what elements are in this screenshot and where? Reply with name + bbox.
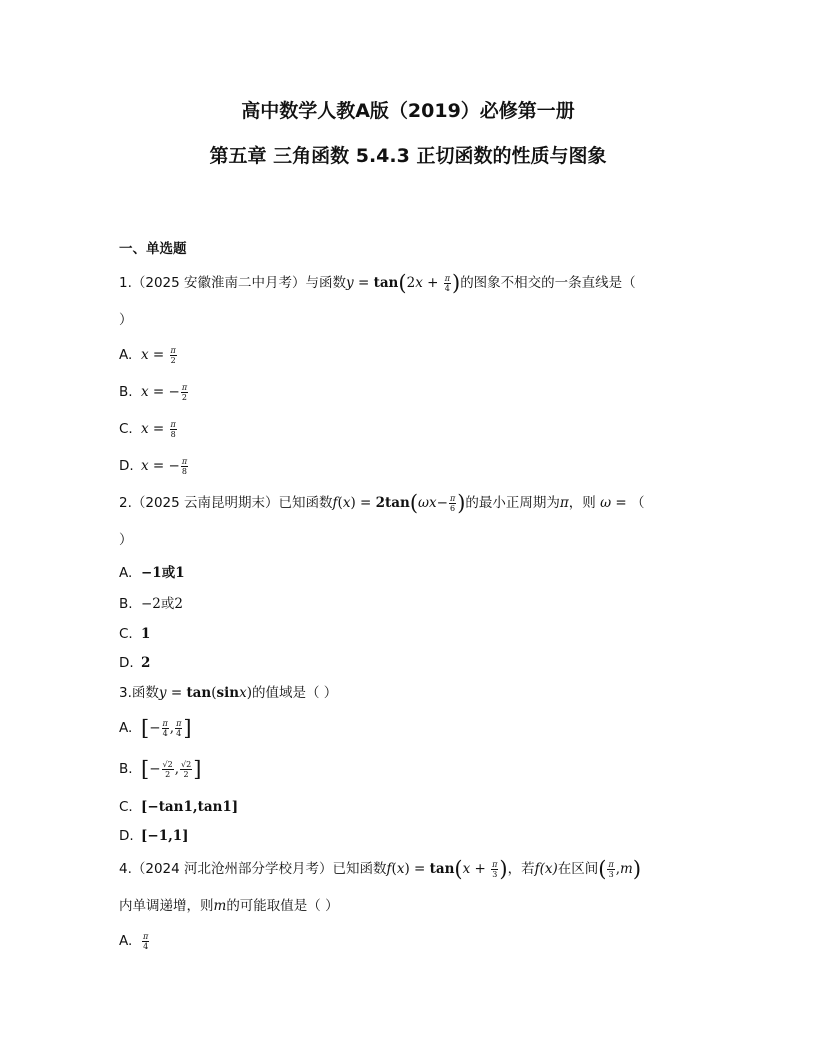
option-label: D.: [119, 655, 134, 671]
question-1-suffix: 的图象不相交的一条直线是（: [460, 275, 636, 291]
question-3-stem: 3.函数y = tan(sinx)的值域是（ ）: [119, 685, 338, 701]
question-4-option-a[interactable]: A. $\frac{\pi}{4}$: [119, 931, 149, 951]
option-label: D.: [119, 828, 134, 844]
question-3-option-d[interactable]: D. [−1,1]: [119, 828, 189, 844]
option-label: B.: [119, 596, 133, 612]
question-2-option-b[interactable]: B. −2或2: [119, 596, 183, 612]
option-label: A.: [119, 347, 133, 363]
option-label: A.: [119, 565, 133, 581]
question-3-option-a[interactable]: A. [− $\frac{\pi}{4}$ , $\frac{\pi}{4}$ ]: [119, 716, 192, 740]
option-label: B.: [119, 761, 133, 777]
question-4-stem: 4.（2024 河北沧州部分学校月考）已知函数f(x) = tan(x + $\frac{\pi}{3}$ )，若f(x)在区间( $\frac{\pi}{3}$ ,m): [119, 857, 642, 881]
option-label: D.: [119, 458, 134, 474]
option-label: B.: [119, 384, 133, 400]
option-label: A.: [119, 933, 133, 949]
question-1-prefix: 1.（2025 安徽淮南二中月考）与函数: [119, 275, 347, 291]
section-heading: 一、单选题: [119, 241, 187, 257]
question-2-option-d[interactable]: D. 2: [119, 655, 151, 671]
chapter-title: 第五章 三角函数 5.4.3 正切函数的性质与图象: [209, 145, 607, 167]
question-1-option-a[interactable]: A. x = $\frac{\pi}{2}$: [119, 345, 176, 365]
option-label: C.: [119, 421, 133, 437]
question-2-stem: 2.（2025 云南昆明期末）已知函数f(x) = 2tan(ωx− $\frac{\pi}{6}$ )的最小正周期为π，则 ω = （: [119, 491, 645, 515]
question-2-prefix: 2.（2025 云南昆明期末）已知函数: [119, 495, 333, 511]
option-label: C.: [119, 799, 133, 815]
question-4-stem-line2: 内单调递增，则m的可能取值是（ ）: [119, 898, 339, 914]
question-1-option-b[interactable]: B. x = − $\frac{\pi}{2}$: [119, 382, 188, 402]
question-3-option-c[interactable]: C. [−tan1,tan1]: [119, 799, 239, 815]
question-1-close: ）: [119, 312, 133, 328]
question-1-option-d[interactable]: D. x = − $\frac{\pi}{8}$: [119, 456, 188, 476]
question-1-option-c[interactable]: C. x = $\frac{\pi}{8}$: [119, 419, 176, 439]
question-3-prefix: 3.函数: [119, 685, 159, 701]
question-2-option-c[interactable]: C. 1: [119, 626, 151, 642]
option-label: C.: [119, 626, 133, 642]
option-label: A.: [119, 720, 133, 736]
question-2-close: ）: [119, 532, 133, 548]
question-4-prefix: 4.（2024 河北沧州部分学校月考）已知函数: [119, 861, 387, 877]
question-2-option-a[interactable]: A. −1或1: [119, 565, 185, 581]
question-1-stem: 1.（2025 安徽淮南二中月考）与函数y = tan(2x + $\frac{\pi}{4}$ )的图象不相交的一条直线是（: [119, 271, 636, 295]
question-3-option-b[interactable]: B. [− $\frac{√2}{2}$ , $\frac{√2}{2}$ ]: [119, 757, 202, 781]
document-title: 高中数学人教A版（2019）必修第一册: [241, 100, 575, 122]
question-3-suffix: 的值域是（ ）: [251, 685, 338, 701]
